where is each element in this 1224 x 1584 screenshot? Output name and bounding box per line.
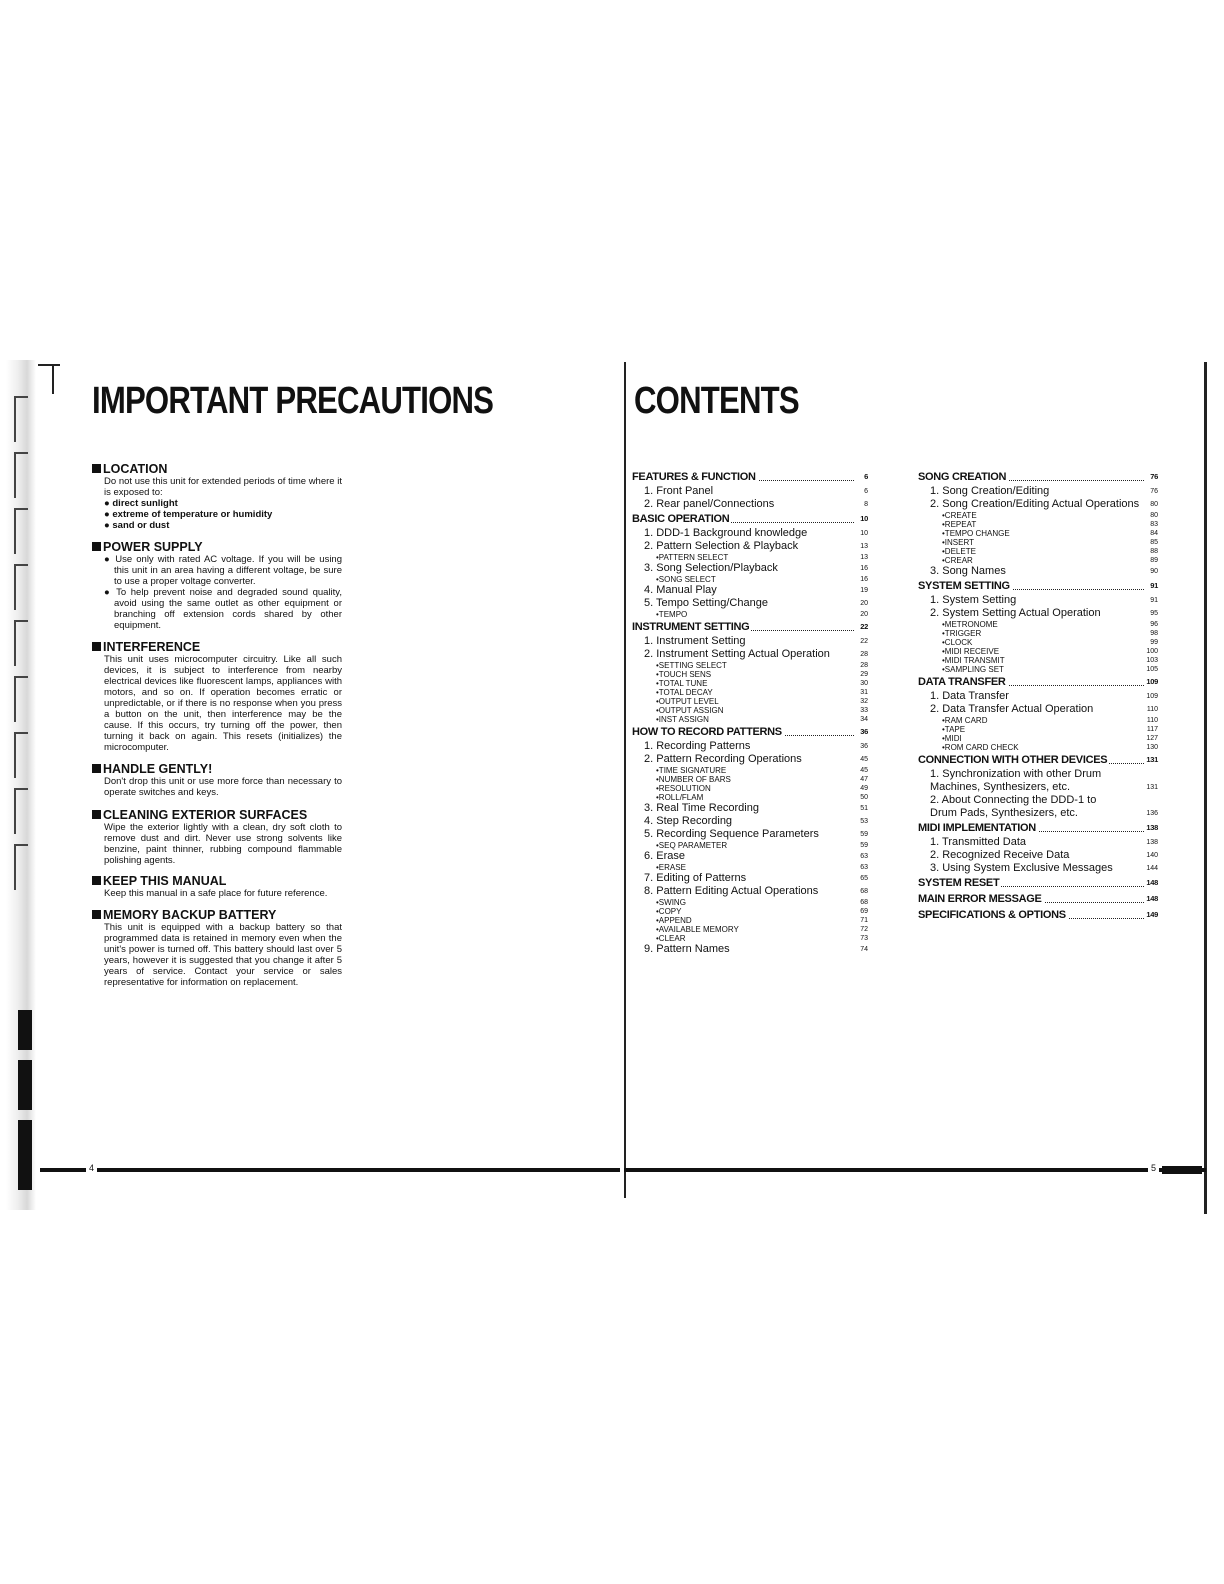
toc-page-number: 68: [860, 888, 868, 895]
toc-label: •INSERT: [942, 538, 974, 547]
toc-label: INSTRUMENT SETTING: [632, 621, 750, 633]
toc-page-number: 85: [1150, 539, 1158, 546]
toc-page-number: 74: [860, 946, 868, 953]
precaution-body: Keep this manual in a safe place for future reference.: [104, 888, 328, 899]
toc-entry-subitem: [918, 529, 1158, 538]
toc-entry-subitem: [632, 841, 868, 850]
toc-entry-heading: [632, 511, 868, 527]
toc-page-number: 50: [860, 794, 868, 801]
toc-page-number: 103: [1146, 657, 1158, 664]
toc-page-number: 148: [1146, 894, 1158, 903]
toc-entry-heading: [918, 907, 1158, 923]
toc-entry-subitem: [632, 610, 868, 619]
toc-page-number: 10: [860, 530, 868, 537]
toc-page-number: 63: [860, 864, 868, 871]
toc-entry-subitem: [632, 766, 868, 775]
toc-entry-subitem: [632, 925, 868, 934]
toc-label: BASIC OPERATION: [632, 513, 730, 525]
toc-entry-item: [918, 485, 1158, 498]
toc-entry-subitem: [632, 775, 868, 784]
toc-entry-subitem: [632, 697, 868, 706]
toc-entry-item: [632, 740, 868, 753]
toc-entry-item: [918, 703, 1158, 716]
toc-page-number: 80: [1150, 501, 1158, 508]
toc-entry-item: [918, 849, 1158, 862]
toc-page-number: 31: [860, 689, 868, 696]
toc-page-number: 96: [1150, 621, 1158, 628]
toc-label: •TOTAL TUNE: [656, 679, 708, 688]
toc-entry-item: [918, 607, 1158, 620]
precaution-body: This unit is equipped with a backup battery so that programmed data is retained in memory even when the unit's power is turned off. This battery should last over 5 years, however it is suggested that you change it after 5 years of service. Contact your service or sales representative for information on replacement.: [104, 922, 342, 988]
precaution-section: [92, 462, 342, 531]
corner-mark: [38, 364, 60, 366]
toc-page-number: 95: [1150, 610, 1158, 617]
toc-label: •DELETE: [942, 547, 976, 556]
toc-entry-heading: [918, 674, 1158, 690]
toc-entry-subitem: [632, 670, 868, 679]
toc-page-number: 110: [1146, 706, 1158, 713]
toc-label: 5. Recording Sequence Parameters: [644, 828, 819, 840]
toc-entry-item: [918, 498, 1158, 511]
toc-page-number: 29: [860, 671, 868, 678]
toc-page-number: 72: [860, 926, 868, 933]
toc-label: MAIN ERROR MESSAGE: [918, 893, 1042, 905]
toc-entry-item: [632, 498, 868, 511]
toc-label: CONNECTION WITH OTHER DEVICES: [918, 754, 1108, 766]
toc-label: 2. Pattern Selection & Playback: [644, 540, 799, 552]
toc-entry-subitem: [632, 934, 868, 943]
toc-page-number: 71: [860, 917, 868, 924]
toc-page-number: 36: [860, 727, 868, 736]
toc-page-number: 76: [1150, 488, 1158, 495]
toc-entry-subitem: [632, 898, 868, 907]
toc-page-number: 83: [1150, 521, 1158, 528]
toc-entry-item: [632, 527, 868, 540]
toc-entry-item: [632, 635, 868, 648]
toc-page-number: 16: [860, 576, 868, 583]
toc-page-number: 8: [864, 501, 868, 508]
toc-page-number: 131: [1146, 755, 1158, 764]
toc-label: •CLEAR: [656, 934, 686, 943]
precaution-heading: [92, 540, 342, 554]
toc-label: •RESOLUTION: [656, 784, 711, 793]
toc-entry-item: [632, 753, 868, 766]
toc-page-number: 49: [860, 785, 868, 792]
toc-entry-heading: [918, 891, 1158, 907]
precaution-section: [92, 874, 342, 899]
toc-entry-item: [632, 802, 868, 815]
toc-label: •NUMBER OF BARS: [656, 775, 731, 784]
toc-page-number: 19: [860, 587, 868, 594]
precaution-heading-text: POWER SUPPLY: [103, 540, 203, 554]
toc-page-number: 32: [860, 698, 868, 705]
toc-entry-subitem: [632, 679, 868, 688]
toc-label: •SWING: [656, 898, 686, 907]
bottom-rule-right: [624, 1168, 1206, 1172]
toc-entry-subitem: [918, 638, 1158, 647]
square-bullet-icon: [92, 810, 101, 819]
precaution-section: [92, 540, 342, 631]
toc-label: 2. Recognized Receive Data: [930, 849, 1070, 861]
precaution-section: [92, 640, 342, 753]
toc-page-number: 148: [1146, 878, 1158, 887]
toc-column-1: [632, 469, 868, 956]
toc-entry-subitem: [632, 553, 868, 562]
toc-label: 4. Step Recording: [644, 815, 733, 827]
toc-entry-subitem: [632, 793, 868, 802]
toc-label: 6. Erase: [644, 850, 685, 862]
toc-entry-item: [918, 594, 1158, 607]
square-bullet-icon: [92, 876, 101, 885]
toc-label: •ROM CARD CHECK: [942, 743, 1019, 752]
precaution-section: [92, 762, 342, 798]
square-bullet-icon: [92, 542, 101, 551]
toc-label: 9. Pattern Names: [644, 943, 730, 955]
toc-entry-subitem: [918, 556, 1158, 565]
toc-label: •SONG SELECT: [656, 575, 716, 584]
toc-label: 3. Song Selection/Playback: [644, 562, 778, 574]
toc-label: 3. Using System Exclusive Messages: [930, 862, 1113, 874]
toc-label: •INST ASSIGN: [656, 715, 709, 724]
toc-entry-item: [632, 540, 868, 553]
square-bullet-icon: [92, 910, 101, 919]
square-bullet-icon: [92, 764, 101, 773]
toc-entry-subitem: [632, 907, 868, 916]
toc-entry-heading: [918, 469, 1158, 485]
toc-entry-heading: [918, 752, 1158, 768]
toc-page-number: 45: [860, 767, 868, 774]
toc-entry-subitem: [632, 706, 868, 715]
toc-entry-subitem: [918, 665, 1158, 674]
toc-label: •CREATE: [942, 511, 977, 520]
toc-label: SPECIFICATIONS & OPTIONS: [918, 909, 1066, 921]
toc-entry-subitem: [632, 784, 868, 793]
toc-entry-item: [918, 768, 1158, 794]
toc-label: 1. System Setting: [930, 594, 1017, 606]
precaution-heading: [92, 762, 342, 776]
toc-label: •CLOCK: [942, 638, 973, 647]
toc-page-number: 45: [860, 756, 868, 763]
toc-label: •COPY: [656, 907, 682, 916]
toc-entry-subitem: [918, 743, 1158, 752]
bottom-rule-left: [40, 1168, 620, 1172]
toc-label: •AVAILABLE MEMORY: [656, 925, 739, 934]
toc-page-number: 59: [860, 831, 868, 838]
toc-page-number: 110: [1146, 717, 1158, 724]
toc-label: 1. Transmitted Data: [930, 836, 1026, 848]
toc-page-number: 130: [1146, 744, 1158, 751]
toc-entry-item: [632, 943, 868, 956]
toc-label: •TEMPO CHANGE: [942, 529, 1010, 538]
toc-label: SYSTEM SETTING: [918, 580, 1010, 592]
precaution-heading: [92, 462, 342, 476]
precaution-bullet: ● extreme of temperature or humidity: [104, 509, 273, 520]
precaution-body: Do not use this unit for extended periods of time where it is exposed to:: [104, 476, 342, 498]
toc-entry-heading: [632, 619, 868, 635]
precaution-item: ● To help prevent noise and degraded sound quality, avoid using the same outlet as other equipment or branching off extension cords shared by other equipment.: [104, 587, 342, 631]
gutter-line: [624, 362, 626, 1198]
toc-entry-item: [632, 828, 868, 841]
toc-entry-subitem: [918, 725, 1158, 734]
toc-entry-subitem: [918, 734, 1158, 743]
toc-entry-subitem: [918, 647, 1158, 656]
toc-label: 1. DDD-1 Background knowledge: [644, 527, 808, 539]
right-edge-line: [1204, 362, 1207, 1214]
toc-label: SONG CREATION: [918, 471, 1007, 483]
toc-page-number: 33: [860, 707, 868, 714]
toc-label: •TRIGGER: [942, 629, 982, 638]
precaution-heading: [92, 874, 342, 888]
toc-entry-item: [632, 562, 868, 575]
toc-page-number: 91: [1150, 581, 1158, 590]
precaution-heading-text: MEMORY BACKUP BATTERY: [103, 908, 277, 922]
precaution-heading: [92, 908, 342, 922]
precaution-heading: [92, 808, 342, 822]
toc-entry-item: [632, 584, 868, 597]
toc-entry-item: [632, 850, 868, 863]
toc-label: •APPEND: [656, 916, 692, 925]
toc-label: 1. Synchronization with other Drum Machines, Synthesizers, etc.: [930, 768, 1122, 794]
precaution-heading-text: CLEANING EXTERIOR SURFACES: [103, 808, 308, 822]
toc-label: •SAMPLING SET: [942, 665, 1004, 674]
toc-page-number: 30: [860, 680, 868, 687]
toc-label: •SEQ PARAMETER: [656, 841, 728, 850]
toc-page-number: 109: [1146, 677, 1158, 686]
toc-page-number: 22: [860, 638, 868, 645]
toc-page-number: 117: [1146, 726, 1158, 733]
toc-entry-item: [918, 690, 1158, 703]
binding-edge: [0, 360, 40, 1210]
precaution-bullet: ● direct sunlight: [104, 498, 178, 509]
precaution-body: Wipe the exterior lightly with a clean, dry soft cloth to remove dust and dirt. Never use strong solvents like benzine, paint thinner, rubbing compound flammable polishing agents.: [104, 822, 342, 866]
page-title-precautions: IMPORTANT PRECAUTIONS: [92, 380, 494, 422]
toc-label: •REPEAT: [942, 520, 977, 529]
toc-entry-item: [918, 836, 1158, 849]
toc-entry-item: [632, 485, 868, 498]
toc-page-number: 20: [860, 611, 868, 618]
toc-label: 5. Tempo Setting/Change: [644, 597, 768, 609]
toc-label: •SETTING SELECT: [656, 661, 727, 670]
toc-page-number: 51: [860, 805, 868, 812]
toc-label: DATA TRANSFER: [918, 676, 1006, 688]
toc-entry-subitem: [632, 661, 868, 670]
toc-entry-item: [918, 862, 1158, 875]
toc-label: SYSTEM RESET: [918, 877, 1000, 889]
toc-label: MIDI IMPLEMENTATION: [918, 822, 1036, 834]
toc-entry-subitem: [918, 716, 1158, 725]
toc-page-number: 105: [1146, 666, 1158, 673]
toc-label: •OUTPUT LEVEL: [656, 697, 719, 706]
precaution-body: This unit uses microcomputer circuitry. Like all such devices, it is subject to interference from nearby electrical devices like fluorescent lamps, appliances with motors, and so on. If operation becomes erratic or unpredictable, or if there is no response when you press a button on the unit, then interference may be the cause. If this occurs, try turning off the power, then turning it back on again. This resets (initializes) the microcomputer.: [104, 654, 342, 753]
toc-page-number: 59: [860, 842, 868, 849]
toc-page-number: 127: [1146, 735, 1158, 742]
toc-page-number: 28: [860, 662, 868, 669]
precaution-heading-text: LOCATION: [103, 462, 168, 476]
toc-page-number: 131: [1146, 784, 1158, 791]
toc-entry-item: [918, 565, 1158, 578]
toc-entry-subitem: [918, 520, 1158, 529]
toc-page-number: 16: [860, 565, 868, 572]
precaution-heading-text: INTERFERENCE: [103, 640, 201, 654]
toc-page-number: 10: [860, 514, 868, 523]
toc-page-number: 28: [860, 651, 868, 658]
toc-page-number: 109: [1146, 693, 1158, 700]
toc-entry-subitem: [918, 656, 1158, 665]
toc-label: 2. Rear panel/Connections: [644, 498, 775, 510]
toc-page-number: 138: [1146, 823, 1158, 832]
toc-label: 2. Data Transfer Actual Operation: [930, 703, 1094, 715]
toc-label: 1. Instrument Setting: [644, 635, 746, 647]
toc-page-number: 13: [860, 543, 868, 550]
corner-mark: [52, 364, 54, 394]
toc-page-number: 91: [1150, 597, 1158, 604]
precaution-section: [92, 808, 342, 866]
page-number-left: 4: [86, 1163, 97, 1173]
toc-page-number: 90: [1150, 568, 1158, 575]
toc-label: •METRONOME: [942, 620, 998, 629]
toc-entry-item: [918, 794, 1158, 820]
toc-label: •TOTAL DECAY: [656, 688, 713, 697]
toc-entry-subitem: [918, 511, 1158, 520]
toc-page-number: 88: [1150, 548, 1158, 555]
toc-label: 4. Manual Play: [644, 584, 717, 596]
toc-entry-subitem: [632, 688, 868, 697]
toc-entry-heading: [918, 578, 1158, 594]
toc-column-2: [918, 469, 1158, 923]
toc-entry-subitem: [632, 916, 868, 925]
precaution-bullet: ● sand or dust: [104, 520, 170, 531]
toc-entry-heading: [918, 875, 1158, 891]
toc-label: •TAPE: [942, 725, 966, 734]
square-bullet-icon: [92, 642, 101, 651]
toc-page-number: 6: [864, 488, 868, 495]
toc-page-number: 100: [1146, 648, 1158, 655]
toc-page-number: 53: [860, 818, 868, 825]
toc-page-number: 73: [860, 935, 868, 942]
precaution-body: Don't drop this unit or use more force than necessary to operate switches and keys.: [104, 776, 342, 798]
toc-entry-subitem: [918, 538, 1158, 547]
toc-entry-heading: [918, 820, 1158, 836]
toc-entry-heading: [632, 724, 868, 740]
toc-label: 1. Song Creation/Editing: [930, 485, 1050, 497]
toc-label: •TEMPO: [656, 610, 688, 619]
toc-page-number: 76: [1150, 472, 1158, 481]
toc-entry-item: [632, 885, 868, 898]
toc-entry-item: [632, 597, 868, 610]
toc-page-number: 34: [860, 716, 868, 723]
toc-label: 2. Pattern Recording Operations: [644, 753, 802, 765]
toc-label: •MIDI TRANSMIT: [942, 656, 1005, 665]
toc-page-number: 80: [1150, 512, 1158, 519]
toc-label: 7. Editing of Patterns: [644, 872, 747, 884]
toc-page-number: 136: [1146, 810, 1158, 817]
toc-page-number: 68: [860, 899, 868, 906]
toc-label: 2. Song Creation/Editing Actual Operations: [930, 498, 1140, 510]
toc-label: 1. Data Transfer: [930, 690, 1009, 702]
toc-entry-item: [632, 872, 868, 885]
precaution-heading-text: HANDLE GENTLY!: [103, 762, 213, 776]
toc-page-number: 140: [1146, 852, 1158, 859]
toc-label: •CREAR: [942, 556, 973, 565]
toc-page-number: 84: [1150, 530, 1158, 537]
toc-page-number: 36: [860, 743, 868, 750]
toc-label: •OUTPUT ASSIGN: [656, 706, 724, 715]
toc-label: •ERASE: [656, 863, 686, 872]
toc-label: 3. Song Names: [930, 565, 1006, 577]
toc-entry-subitem: [632, 575, 868, 584]
page-title-contents: CONTENTS: [634, 380, 799, 422]
toc-label: •ROLL/FLAM: [656, 793, 704, 802]
toc-label: 2. System Setting Actual Operation: [930, 607, 1101, 619]
precaution-item: ● Use only with rated AC voltage. If you will be using this unit in an area having a different voltage, be sure to use a proper voltage converter.: [104, 554, 342, 587]
precaution-heading-text: KEEP THIS MANUAL: [103, 874, 227, 888]
toc-label: •TIME SIGNATURE: [656, 766, 727, 775]
toc-label: •TOUCH SENS: [656, 670, 712, 679]
toc-label: •MIDI RECEIVE: [942, 647, 1000, 656]
toc-entry-heading: [632, 469, 868, 485]
toc-page-number: 99: [1150, 639, 1158, 646]
toc-page-number: 149: [1146, 910, 1158, 919]
toc-entry-subitem: [918, 620, 1158, 629]
toc-label: 1. Front Panel: [644, 485, 714, 497]
toc-label: 2. About Connecting the DDD-1 to Drum Pads, Synthesizers, etc.: [930, 794, 1122, 820]
toc-page-number: 13: [860, 554, 868, 561]
toc-label: 3. Real Time Recording: [644, 802, 759, 814]
toc-entry-subitem: [918, 547, 1158, 556]
toc-label: •PATTERN SELECT: [656, 553, 729, 562]
square-bullet-icon: [92, 464, 101, 473]
toc-page-number: 89: [1150, 557, 1158, 564]
toc-label: •MIDI: [942, 734, 962, 743]
toc-page-number: 98: [1150, 630, 1158, 637]
toc-entry-item: [632, 815, 868, 828]
page-number-right: 5: [1148, 1163, 1159, 1173]
toc-entry-item: [632, 648, 868, 661]
toc-label: 1. Recording Patterns: [644, 740, 751, 752]
toc-label: 2. Instrument Setting Actual Operation: [644, 648, 830, 660]
toc-page-number: 47: [860, 776, 868, 783]
precaution-section: [92, 908, 342, 988]
toc-page-number: 138: [1146, 839, 1158, 846]
toc-entry-subitem: [632, 715, 868, 724]
toc-label: •RAM CARD: [942, 716, 988, 725]
toc-label: 8. Pattern Editing Actual Operations: [644, 885, 819, 897]
toc-label: HOW TO RECORD PATTERNS: [632, 726, 782, 738]
toc-entry-subitem: [632, 863, 868, 872]
toc-page-number: 6: [864, 472, 868, 481]
toc-page-number: 63: [860, 853, 868, 860]
precaution-heading: [92, 640, 342, 654]
toc-label: FEATURES & FUNCTION: [632, 471, 756, 483]
toc-page-number: 69: [860, 908, 868, 915]
toc-entry-subitem: [918, 629, 1158, 638]
page-number-bar: [1162, 1166, 1202, 1174]
toc-page-number: 144: [1146, 865, 1158, 872]
toc-page-number: 20: [860, 600, 868, 607]
toc-page-number: 65: [860, 875, 868, 882]
toc-page-number: 22: [860, 622, 868, 631]
